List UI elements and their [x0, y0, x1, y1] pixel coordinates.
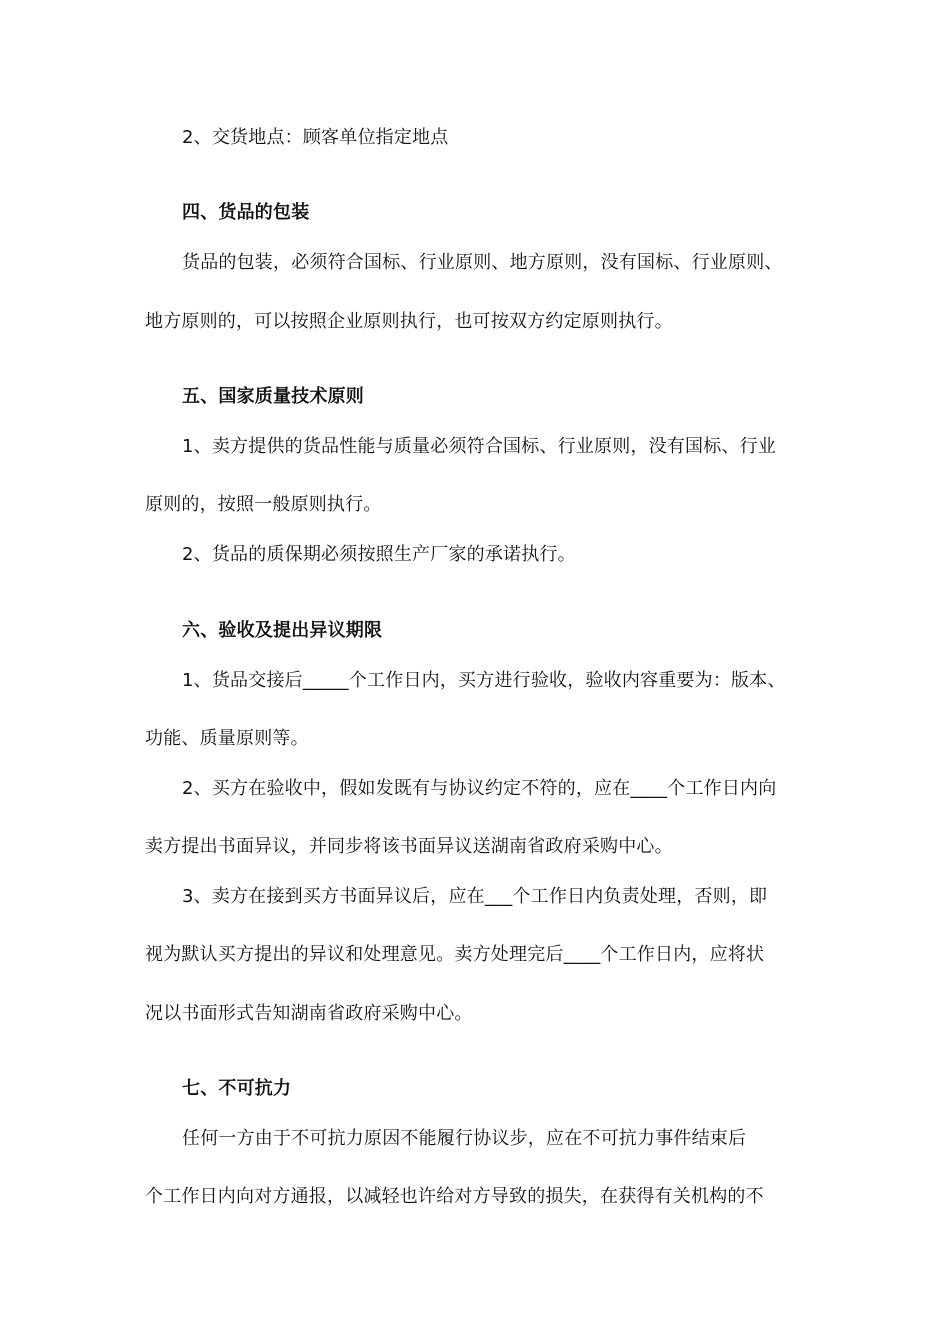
paragraph-line: 原则的，按照一般原则执行。: [145, 494, 382, 515]
paragraph-line: 地方原则的，可以按照企业原则执行，也可按双方约定原则执行。: [145, 311, 673, 332]
section-heading-force-majeure: 七、不可抗力: [182, 1078, 292, 1099]
section-heading-quality-standards: 五、国家质量技术原则: [182, 386, 364, 407]
paragraph-line: 任何一方由于不可抗力原因不能履行协议步，应在不可抗力事件结束后: [182, 1128, 747, 1149]
paragraph-line: 卖方提出书面异议，并同步将该书面异议送湖南省政府采购中心。: [145, 836, 673, 857]
section-heading-acceptance: 六、验收及提出异议期限: [182, 620, 383, 641]
paragraph-line: 视为默认买方提出的异议和处理意见。卖方处理完后____个工作日内，应将状: [145, 944, 765, 965]
paragraph-line: 况以书面形式告知湖南省政府采购中心。: [145, 1003, 473, 1024]
paragraph-line: 3、卖方在接到买方书面异议后，应在___个工作日内负责处理，否则，即: [182, 886, 768, 907]
paragraph-line: 功能、质量原则等。: [145, 728, 309, 749]
paragraph-line: 1、货品交接后_____个工作日内，买方进行验收，验收内容重要为：版本、: [182, 670, 786, 691]
paragraph-line: 1、卖方提供的货品性能与质量必须符合国标、行业原则，没有国标、行业: [182, 436, 777, 457]
paragraph-line: 货品的包装，必须符合国标、行业原则、地方原则，没有国标、行业原则、: [182, 252, 783, 273]
delivery-location-line: 2、交货地点：顾客单位指定地点: [182, 127, 449, 148]
paragraph-line: 2、买方在验收中，假如发既有与协议约定不符的，应在____个工作日内向: [182, 778, 777, 799]
section-heading-packaging: 四、货品的包装: [182, 202, 310, 223]
paragraph-line: 2、货品的质保期必须按照生产厂家的承诺执行。: [182, 544, 576, 565]
paragraph-line: 个工作日内向对方通报，以减轻也许给对方导致的损失，在获得有关机构的不: [145, 1186, 764, 1207]
